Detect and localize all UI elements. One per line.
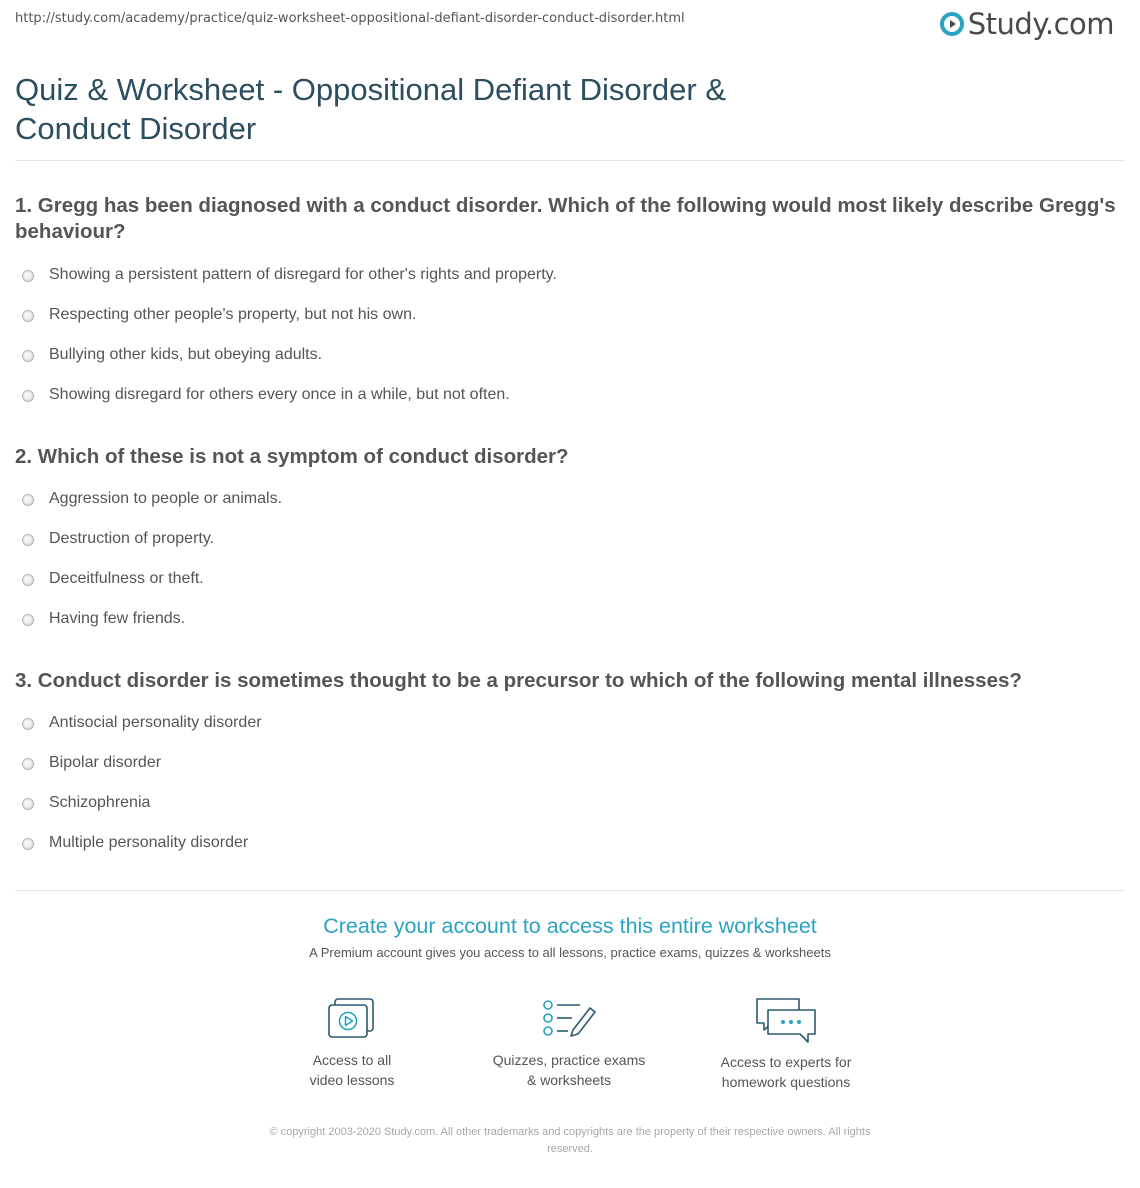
answer-option[interactable] xyxy=(22,559,1022,599)
divider xyxy=(15,890,1125,891)
radio-button[interactable] xyxy=(22,310,34,322)
feature-video-lessons xyxy=(262,996,442,1090)
answer-option[interactable] xyxy=(22,599,1022,639)
question-1-line2: behaviour? xyxy=(15,220,126,243)
answer-label: Destruction of property. xyxy=(49,530,215,547)
logo-text: Study.com xyxy=(967,7,1114,41)
question-2-answers xyxy=(22,479,1022,639)
question-3-line1: 3. Conduct disorder is sometimes thought to be a precursor to which of the following mental illnesses? xyxy=(15,669,1022,692)
radio-button[interactable] xyxy=(22,494,34,506)
divider xyxy=(15,160,1125,161)
copyright-footer: © copyright 2003-2020 Study.com. All other trademarks and copyrights are the property of their respective owners. All rights reserved. xyxy=(269,1126,871,1155)
answer-label: Antisocial personality disorder xyxy=(49,714,262,731)
answer-label: Having few friends. xyxy=(49,610,186,627)
video-lessons-icon xyxy=(325,996,379,1042)
page-title-line2: Conduct Disorder xyxy=(15,111,257,146)
header xyxy=(0,0,1140,50)
answer-option[interactable] xyxy=(22,519,1022,559)
radio-button[interactable] xyxy=(22,270,34,282)
answer-label: Deceitfulness or theft. xyxy=(49,570,204,587)
answer-option[interactable] xyxy=(22,255,1022,295)
answer-option[interactable] xyxy=(22,479,1022,519)
question-3-text xyxy=(15,668,1125,694)
answer-option[interactable] xyxy=(22,783,1022,823)
question-1-text xyxy=(15,193,1125,245)
answer-label: Bipolar disorder xyxy=(49,754,162,771)
radio-button[interactable] xyxy=(22,838,34,850)
answer-label: Multiple personality disorder xyxy=(49,834,249,851)
feature-label: Quizzes, practice exams & worksheets xyxy=(492,1052,646,1088)
answer-option[interactable] xyxy=(22,375,1022,415)
feature-experts xyxy=(696,996,876,1092)
question-3-answers xyxy=(22,703,1022,863)
answer-option[interactable] xyxy=(22,743,1022,783)
answer-label: Showing a persistent pattern of disregard for other's rights and property. xyxy=(49,266,557,283)
answer-option[interactable] xyxy=(22,335,1022,375)
radio-button[interactable] xyxy=(22,574,34,586)
feature-quizzes xyxy=(479,996,659,1090)
radio-button[interactable] xyxy=(22,758,34,770)
answer-label: Aggression to people or animals. xyxy=(49,490,283,507)
answer-label: Bullying other kids, but obeying adults. xyxy=(49,346,323,363)
create-account-link[interactable]: Create your account to access this entire worksheet xyxy=(323,914,817,938)
answer-label: Showing disregard for others every once in a while, but not often. xyxy=(49,386,510,403)
question-1-line1: 1. Gregg has been diagnosed with a conduct disorder. Which of the following would most likely describe Gregg's xyxy=(15,194,1116,217)
cta-subtitle: A Premium account gives you access to all lessons, practice exams, quizzes & worksheets xyxy=(309,945,831,960)
page-title xyxy=(15,70,875,148)
question-2-text xyxy=(15,444,1125,470)
page-url: http://study.com/academy/practice/quiz-worksheet-oppositional-defiant-disorder-conduct-disorder.html xyxy=(15,11,685,26)
radio-button[interactable] xyxy=(22,718,34,730)
quiz-checklist-icon xyxy=(540,996,598,1042)
radio-button[interactable] xyxy=(22,350,34,362)
play-circle-icon xyxy=(940,12,964,36)
question-2-line1: 2. Which of these is not a symptom of conduct disorder? xyxy=(15,445,569,468)
answer-option[interactable] xyxy=(22,295,1022,335)
feature-label: Access to all video lessons xyxy=(309,1052,395,1088)
chat-bubbles-icon xyxy=(754,996,818,1044)
answer-option[interactable] xyxy=(22,823,1022,863)
radio-button[interactable] xyxy=(22,614,34,626)
study-logo[interactable] xyxy=(940,6,1114,42)
answer-option[interactable] xyxy=(22,703,1022,743)
page-title-line1: Quiz & Worksheet - Oppositional Defiant Disorder & xyxy=(15,72,727,107)
answer-label: Respecting other people's property, but not his own. xyxy=(49,306,417,323)
radio-button[interactable] xyxy=(22,534,34,546)
question-1-answers xyxy=(22,255,1022,415)
feature-label: Access to experts for homework questions xyxy=(720,1054,852,1090)
answer-label: Schizophrenia xyxy=(49,794,151,811)
radio-button[interactable] xyxy=(22,390,34,402)
radio-button[interactable] xyxy=(22,798,34,810)
